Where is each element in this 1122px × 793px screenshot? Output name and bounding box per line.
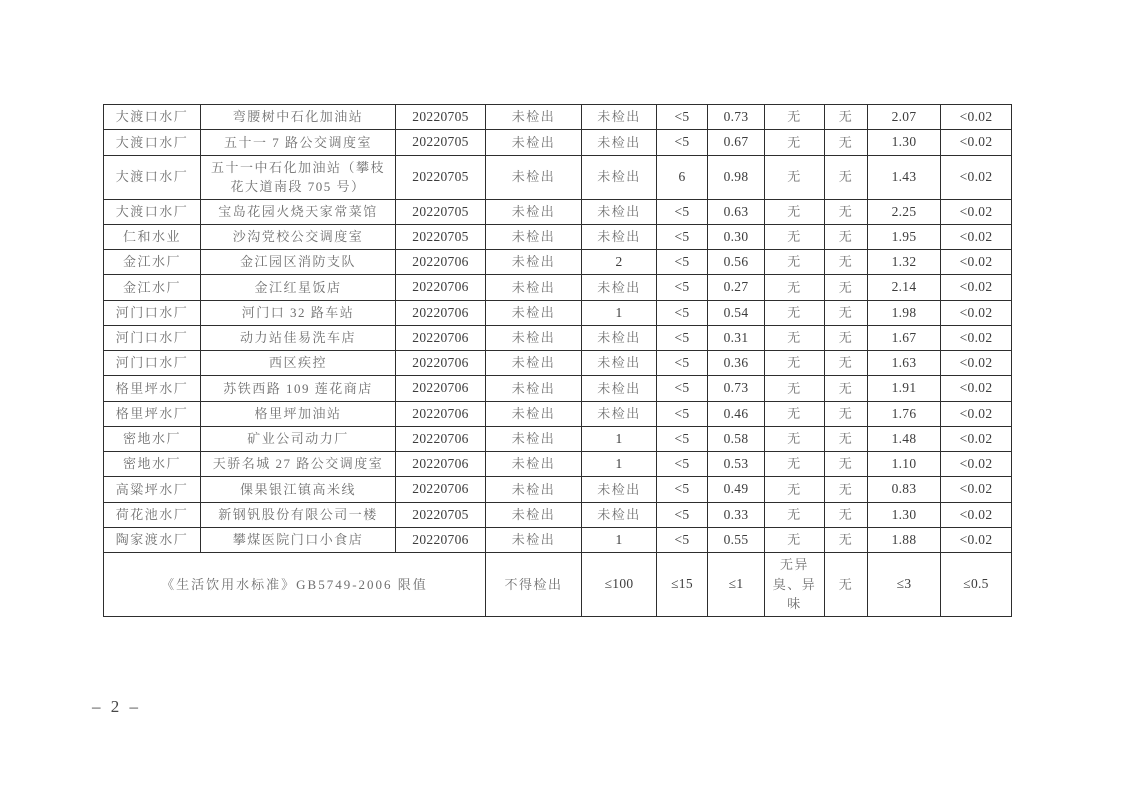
value-cell: 1 (582, 452, 657, 477)
value-cell: 1.43 (868, 155, 941, 199)
value-cell: 未检出 (486, 452, 582, 477)
value-cell: 未检出 (486, 130, 582, 155)
table-row (104, 275, 1012, 300)
date-cell: 20220706 (396, 426, 486, 451)
table-row (104, 527, 1012, 552)
value-cell: 无 (825, 275, 868, 300)
value-cell: 1.48 (868, 426, 941, 451)
plant-cell: 大渡口水厂 (104, 130, 201, 155)
limit-value-cell: 无 (825, 553, 868, 617)
date-cell: 20220705 (396, 224, 486, 249)
plant-cell: 陶家渡水厂 (104, 527, 201, 552)
value-cell: 未检出 (486, 527, 582, 552)
value-cell: 1.67 (868, 325, 941, 350)
value-cell: 未检出 (486, 502, 582, 527)
value-cell: 0.53 (708, 452, 765, 477)
value-cell: 未检出 (486, 376, 582, 401)
value-cell: 未检出 (486, 477, 582, 502)
value-cell: 无 (765, 250, 825, 275)
value-cell: <0.02 (941, 300, 1012, 325)
value-cell: <5 (657, 502, 708, 527)
site-cell: 攀煤医院门口小食店 (201, 527, 396, 552)
limit-value-cell: 不得检出 (486, 553, 582, 617)
site-cell: 矿业公司动力厂 (201, 426, 396, 451)
plant-cell: 河门口水厂 (104, 351, 201, 376)
site-cell: 沙沟党校公交调度室 (201, 224, 396, 249)
value-cell: 0.83 (868, 477, 941, 502)
plant-cell: 荷花池水厂 (104, 502, 201, 527)
value-cell: 1.63 (868, 351, 941, 376)
water-quality-table (103, 104, 1012, 617)
date-cell: 20220705 (396, 130, 486, 155)
value-cell: 未检出 (486, 199, 582, 224)
page-number: – 2 – (92, 697, 141, 716)
value-cell: <5 (657, 376, 708, 401)
table-row (104, 502, 1012, 527)
value-cell: 无 (765, 155, 825, 199)
plant-cell: 格里坪水厂 (104, 401, 201, 426)
value-cell: 无 (765, 199, 825, 224)
value-cell: 无 (765, 325, 825, 350)
value-cell: 无 (825, 250, 868, 275)
value-cell: 无 (825, 527, 868, 552)
value-cell: 未检出 (486, 224, 582, 249)
value-cell: 1 (582, 300, 657, 325)
value-cell: <0.02 (941, 275, 1012, 300)
date-cell: 20220706 (396, 300, 486, 325)
limit-row (104, 553, 1012, 617)
value-cell: <0.02 (941, 155, 1012, 199)
value-cell: <0.02 (941, 130, 1012, 155)
value-cell: 未检出 (486, 250, 582, 275)
value-cell: 1.88 (868, 527, 941, 552)
value-cell: <0.02 (941, 325, 1012, 350)
value-cell: 0.67 (708, 130, 765, 155)
value-cell: 无 (765, 452, 825, 477)
value-cell: 1.91 (868, 376, 941, 401)
value-cell: 0.31 (708, 325, 765, 350)
value-cell: 未检出 (486, 351, 582, 376)
value-cell: 0.55 (708, 527, 765, 552)
value-cell: <5 (657, 300, 708, 325)
value-cell: <5 (657, 351, 708, 376)
value-cell: 6 (657, 155, 708, 199)
value-cell: <5 (657, 477, 708, 502)
plant-cell: 高粱坪水厂 (104, 477, 201, 502)
value-cell: <5 (657, 224, 708, 249)
plant-cell: 格里坪水厂 (104, 376, 201, 401)
plant-cell: 河门口水厂 (104, 325, 201, 350)
table-row (104, 300, 1012, 325)
value-cell: 1 (582, 527, 657, 552)
plant-cell: 大渡口水厂 (104, 155, 201, 199)
value-cell: 无 (825, 502, 868, 527)
value-cell: 无 (825, 477, 868, 502)
value-cell: 未检出 (582, 224, 657, 249)
value-cell: 无 (825, 376, 868, 401)
date-cell: 20220706 (396, 351, 486, 376)
value-cell: 0.56 (708, 250, 765, 275)
plant-cell: 大渡口水厂 (104, 199, 201, 224)
value-cell: 未检出 (582, 130, 657, 155)
limit-value-cell: ≤15 (657, 553, 708, 617)
value-cell: 无 (765, 130, 825, 155)
value-cell: 无 (825, 199, 868, 224)
value-cell: 无 (765, 275, 825, 300)
limit-value-cell: ≤100 (582, 553, 657, 617)
value-cell: <5 (657, 527, 708, 552)
value-cell: <5 (657, 275, 708, 300)
table-row (104, 155, 1012, 199)
site-cell: 金江园区消防支队 (201, 250, 396, 275)
value-cell: 2.25 (868, 199, 941, 224)
site-cell: 金江红星饭店 (201, 275, 396, 300)
table-row (104, 325, 1012, 350)
date-cell: 20220705 (396, 502, 486, 527)
value-cell: 2.14 (868, 275, 941, 300)
value-cell: <5 (657, 452, 708, 477)
value-cell: 1.30 (868, 130, 941, 155)
value-cell: <0.02 (941, 426, 1012, 451)
date-cell: 20220706 (396, 250, 486, 275)
value-cell: 无 (825, 130, 868, 155)
site-cell: 苏铁西路 109 莲花商店 (201, 376, 396, 401)
date-cell: 20220705 (396, 155, 486, 199)
value-cell: 无 (765, 351, 825, 376)
value-cell: 无 (765, 224, 825, 249)
date-cell: 20220706 (396, 452, 486, 477)
site-cell: 弯腰树中石化加油站 (201, 105, 396, 130)
value-cell: 0.36 (708, 351, 765, 376)
plant-cell: 大渡口水厂 (104, 105, 201, 130)
value-cell: 未检出 (582, 275, 657, 300)
value-cell: 未检出 (582, 376, 657, 401)
value-cell: 无 (825, 105, 868, 130)
value-cell: 未检出 (582, 401, 657, 426)
value-cell: <5 (657, 130, 708, 155)
value-cell: 未检出 (582, 155, 657, 199)
value-cell: 1.98 (868, 300, 941, 325)
site-cell: 河门口 32 路车站 (201, 300, 396, 325)
value-cell: <5 (657, 426, 708, 451)
value-cell: 1.30 (868, 502, 941, 527)
value-cell: <5 (657, 105, 708, 130)
table-row (104, 199, 1012, 224)
plant-cell: 密地水厂 (104, 426, 201, 451)
date-cell: 20220706 (396, 376, 486, 401)
table-row (104, 401, 1012, 426)
value-cell: 无 (765, 527, 825, 552)
limit-value-cell: 无异臭、异味 (765, 553, 825, 617)
site-cell: 五十一中石化加油站（攀枝花大道南段 705 号） (201, 155, 396, 199)
value-cell: 1 (582, 426, 657, 451)
plant-cell: 金江水厂 (104, 250, 201, 275)
value-cell: 未检出 (582, 351, 657, 376)
value-cell: 1.95 (868, 224, 941, 249)
value-cell: 无 (825, 224, 868, 249)
site-cell: 新钢钒股份有限公司一楼 (201, 502, 396, 527)
value-cell: 未检出 (486, 105, 582, 130)
date-cell: 20220706 (396, 527, 486, 552)
plant-cell: 河门口水厂 (104, 300, 201, 325)
value-cell: 未检出 (582, 105, 657, 130)
value-cell: <0.02 (941, 351, 1012, 376)
table-body (104, 105, 1012, 617)
value-cell: 1.76 (868, 401, 941, 426)
value-cell: 未检出 (582, 199, 657, 224)
site-cell: 倮果银江镇高米线 (201, 477, 396, 502)
site-cell: 动力站佳易洗车店 (201, 325, 396, 350)
plant-cell: 仁和水业 (104, 224, 201, 249)
value-cell: 0.49 (708, 477, 765, 502)
value-cell: <0.02 (941, 105, 1012, 130)
value-cell: <0.02 (941, 224, 1012, 249)
table-row (104, 351, 1012, 376)
value-cell: 无 (765, 401, 825, 426)
value-cell: 无 (825, 452, 868, 477)
value-cell: 无 (765, 502, 825, 527)
limit-label-cell: 《生活饮用水标准》GB5749-2006 限值 (104, 553, 486, 617)
date-cell: 20220706 (396, 325, 486, 350)
value-cell: <5 (657, 250, 708, 275)
value-cell: 0.46 (708, 401, 765, 426)
value-cell: 未检出 (582, 502, 657, 527)
site-cell: 西区疾控 (201, 351, 396, 376)
value-cell: 未检出 (486, 275, 582, 300)
date-cell: 20220705 (396, 199, 486, 224)
plant-cell: 金江水厂 (104, 275, 201, 300)
value-cell: <0.02 (941, 199, 1012, 224)
value-cell: <0.02 (941, 452, 1012, 477)
table-row (104, 376, 1012, 401)
value-cell: 无 (765, 376, 825, 401)
value-cell: 2 (582, 250, 657, 275)
value-cell: 无 (825, 325, 868, 350)
value-cell: 无 (825, 351, 868, 376)
value-cell: 0.30 (708, 224, 765, 249)
table-row (104, 477, 1012, 502)
value-cell: 0.73 (708, 105, 765, 130)
value-cell: 0.54 (708, 300, 765, 325)
value-cell: 无 (825, 426, 868, 451)
value-cell: 0.63 (708, 199, 765, 224)
value-cell: 1.32 (868, 250, 941, 275)
value-cell: 0.58 (708, 426, 765, 451)
value-cell: 0.98 (708, 155, 765, 199)
table-row (104, 224, 1012, 249)
table-row (104, 105, 1012, 130)
value-cell: <0.02 (941, 502, 1012, 527)
value-cell: 未检出 (582, 325, 657, 350)
value-cell: <0.02 (941, 527, 1012, 552)
site-cell: 格里坪加油站 (201, 401, 396, 426)
date-cell: 20220706 (396, 275, 486, 300)
value-cell: 2.07 (868, 105, 941, 130)
value-cell: 0.33 (708, 502, 765, 527)
value-cell: 无 (765, 477, 825, 502)
value-cell: 无 (825, 300, 868, 325)
table-row (104, 250, 1012, 275)
value-cell: 0.73 (708, 376, 765, 401)
value-cell: 未检出 (486, 155, 582, 199)
table-row (104, 452, 1012, 477)
value-cell: <0.02 (941, 477, 1012, 502)
limit-value-cell: ≤3 (868, 553, 941, 617)
value-cell: 1.10 (868, 452, 941, 477)
value-cell: 无 (825, 401, 868, 426)
date-cell: 20220706 (396, 477, 486, 502)
value-cell: <5 (657, 401, 708, 426)
value-cell: 未检出 (486, 426, 582, 451)
value-cell: 无 (825, 155, 868, 199)
limit-value-cell: ≤0.5 (941, 553, 1012, 617)
value-cell: 无 (765, 300, 825, 325)
value-cell: <5 (657, 199, 708, 224)
value-cell: 未检出 (486, 401, 582, 426)
limit-value-cell: ≤1 (708, 553, 765, 617)
value-cell: <0.02 (941, 401, 1012, 426)
value-cell: 无 (765, 426, 825, 451)
value-cell: 未检出 (486, 325, 582, 350)
table-row (104, 130, 1012, 155)
value-cell: 0.27 (708, 275, 765, 300)
value-cell: <5 (657, 325, 708, 350)
date-cell: 20220705 (396, 105, 486, 130)
date-cell: 20220706 (396, 401, 486, 426)
site-cell: 宝岛花园火烧天家常菜馆 (201, 199, 396, 224)
value-cell: <0.02 (941, 250, 1012, 275)
plant-cell: 密地水厂 (104, 452, 201, 477)
value-cell: 无 (765, 105, 825, 130)
site-cell: 天骄名城 27 路公交调度室 (201, 452, 396, 477)
table-row (104, 426, 1012, 451)
value-cell: <0.02 (941, 376, 1012, 401)
value-cell: 未检出 (486, 300, 582, 325)
site-cell: 五十一 7 路公交调度室 (201, 130, 396, 155)
value-cell: 未检出 (582, 477, 657, 502)
